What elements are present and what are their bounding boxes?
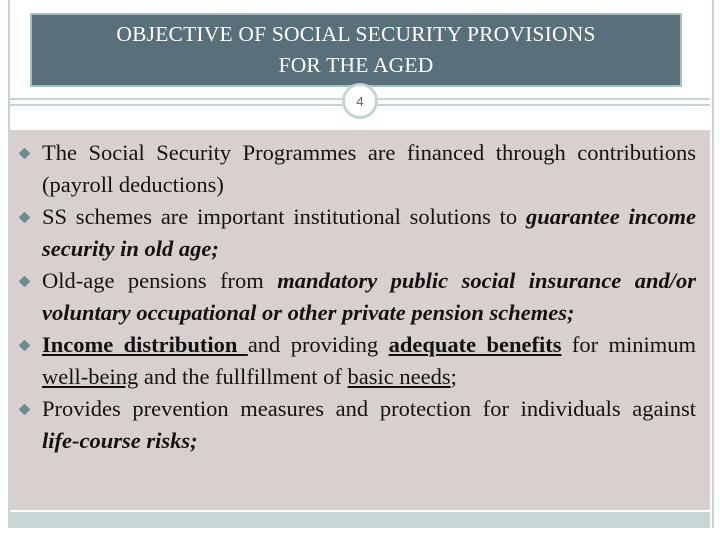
bullet-marker-icon: [19, 340, 31, 352]
bullet-marker-icon: [19, 148, 31, 160]
slide-title: OBJECTIVE OF SOCIAL SECURITY PROVISIONS FOR THE AGED: [116, 22, 596, 77]
bullet-text: mandatory public social insurance and/or voluntary occupational or other private pension schemes;: [42, 268, 696, 325]
footer-bar: [10, 512, 710, 528]
bullet-text: The Social Security Programmes are financed through contributions (payroll deductions): [42, 140, 696, 197]
bullet-item: [16, 201, 696, 265]
bullet-text: SS schemes are important institutional solutions to: [42, 204, 526, 229]
bullet-marker-icon: [19, 276, 31, 288]
page-number-badge: [342, 83, 378, 119]
bullet-text: Income distribution: [42, 332, 248, 357]
bullet-marker-icon: [19, 404, 31, 416]
bullet-text: well-being: [42, 364, 139, 389]
bullet-item: [16, 329, 696, 393]
bullet-text: basic needs: [347, 364, 451, 389]
bullet-item: [16, 137, 696, 201]
bullet-text: and the fullfillment of: [138, 364, 348, 389]
bullet-text: Provides prevention measures and protection for individuals against: [42, 396, 696, 421]
bullet-text: ;: [450, 364, 457, 389]
bullet-text: and providing: [247, 332, 389, 357]
bullet-list: [16, 137, 696, 457]
page-number: 4: [356, 93, 364, 109]
bullet-text: life-course risks;: [42, 428, 198, 453]
bullet-text: adequate benefits: [388, 332, 562, 357]
title-bar: [30, 13, 682, 87]
bullet-text: for minimum: [561, 332, 696, 357]
bullet-item: [16, 393, 696, 457]
bullet-text: Old-age pensions from: [42, 268, 278, 293]
bullet-item: [16, 265, 696, 329]
bullet-marker-icon: [19, 212, 31, 224]
bullet-text: guarantee income security in old age;: [42, 204, 697, 261]
